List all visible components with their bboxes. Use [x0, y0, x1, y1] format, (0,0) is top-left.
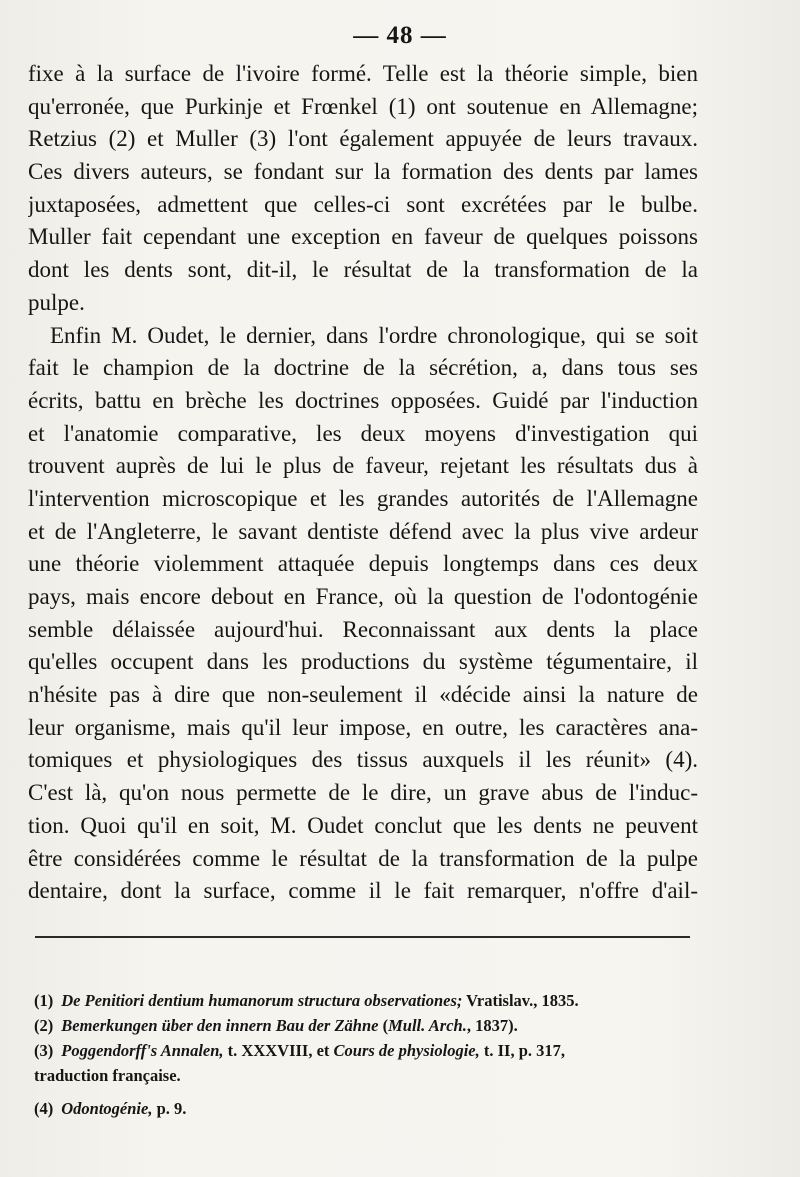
footnote-divider: [35, 936, 690, 938]
footnote-number: (2): [34, 1016, 54, 1035]
text-line: écrits, battu en brèche les doctrines opposées. Guidé par l'induction: [28, 387, 698, 413]
footnote-3: [34, 1038, 694, 1063]
footnote-number: (1): [34, 991, 54, 1010]
text-line: Muller fait cependant une exception en faveur de quelques poissons: [28, 224, 698, 250]
text-line: qu'erronée, que Purkinje et Frœnkel (1) ont soutenue en Allemagne;: [28, 93, 698, 119]
text-line: tion. Quoi qu'il en soit, M. Oudet conclut que les dents ne peuvent: [28, 812, 698, 838]
text-line: qu'elles occupent dans les productions du système tégumentaire, il: [28, 649, 698, 675]
text-line: leur organisme, mais qu'il leur impose, en outre, les caractères ana-: [28, 714, 698, 740]
footnote-detail: Vratislav., 1835.: [462, 991, 579, 1010]
text-line: l'intervention microscopique et les grandes autorités de l'Allemagne: [28, 485, 698, 511]
text-line: Retzius (2) et Muller (3) l'ont également appuyée de leurs travaux.: [28, 126, 698, 152]
text-line: n'hésite pas à dire que non-seulement il «décide ainsi la nature de: [28, 682, 698, 708]
text-line: Enfin M. Oudet, le dernier, dans l'ordre chronologique, qui se soit: [50, 322, 698, 348]
footnotes: [34, 988, 694, 1121]
footnote-detail: t. XXXVIII, et: [223, 1041, 334, 1060]
text-line: Ces divers auteurs, se fondant sur la formation des dents par lames: [28, 159, 698, 185]
text-line: pays, mais encore debout en France, où la question de l'odontogénie: [28, 584, 698, 609]
text-line: semble délaissée aujourd'hui. Reconnaissant aux dents la place: [28, 616, 698, 642]
footnote-detail: (: [378, 1016, 389, 1035]
footnote-title: De Penitiori dentium humanorum structura observationes;: [61, 991, 463, 1010]
text-line: une théorie violemment attaquée depuis longtemps dans ces deux: [28, 551, 698, 577]
footnote-3-continuation: traduction française.: [34, 1066, 181, 1085]
footnote-number: (3): [34, 1041, 54, 1060]
footnote-1: [34, 988, 694, 1013]
text-line: être considérées comme le résultat de la transformation de la pulpe: [28, 845, 698, 871]
text-line: trouvent auprès de lui le plus de faveur, rejetant les résultats dus à: [28, 453, 698, 479]
footnote-4: [34, 1096, 694, 1121]
footnote-title: Odontogénie,: [61, 1099, 153, 1118]
body-text: [28, 58, 698, 908]
text-line: C'est là, qu'on nous permette de le dire, un grave abus de l'induc-: [28, 780, 698, 806]
text-line: juxtaposées, admettent que celles-ci sont excrétées par le bulbe.: [28, 191, 698, 217]
footnote-2: [34, 1013, 694, 1038]
footnote-detail: t. II, p. 317,: [479, 1041, 566, 1060]
text-line: et l'anatomie comparative, les deux moyens d'investigation qui: [28, 420, 698, 446]
footnote-title: Bemerkungen über den innern Bau der Zähne: [61, 1016, 379, 1035]
text-line: dont les dents sont, dit-il, le résultat de la transformation de la: [28, 257, 698, 283]
footnote-journal: Mull. Arch.: [388, 1016, 467, 1035]
text-line: et de l'Angleterre, le savant dentiste défend avec la plus vive ardeur: [28, 518, 698, 544]
text-line: dentaire, dont la surface, comme il le fait remarquer, n'offre d'ail-: [28, 878, 698, 904]
footnote-detail: p. 9.: [152, 1099, 187, 1118]
footnote-title: Poggendorff's Annalen,: [61, 1041, 224, 1060]
footnote-detail: , 1837).: [466, 1016, 518, 1035]
text-line: tomiques et physiologiques des tissus auxquels il les réunit» (4).: [28, 747, 698, 773]
text-line: pulpe.: [28, 289, 85, 315]
page-number: — 48 —: [353, 22, 447, 49]
footnote-number: (4): [34, 1099, 54, 1118]
text-line: fait le champion de la doctrine de la sécrétion, a, dans tous ses: [28, 355, 698, 381]
footnote-journal: Cours de physiologie,: [333, 1041, 480, 1060]
text-line: fixe à la surface de l'ivoire formé. Telle est la théorie simple, bien: [28, 61, 698, 86]
